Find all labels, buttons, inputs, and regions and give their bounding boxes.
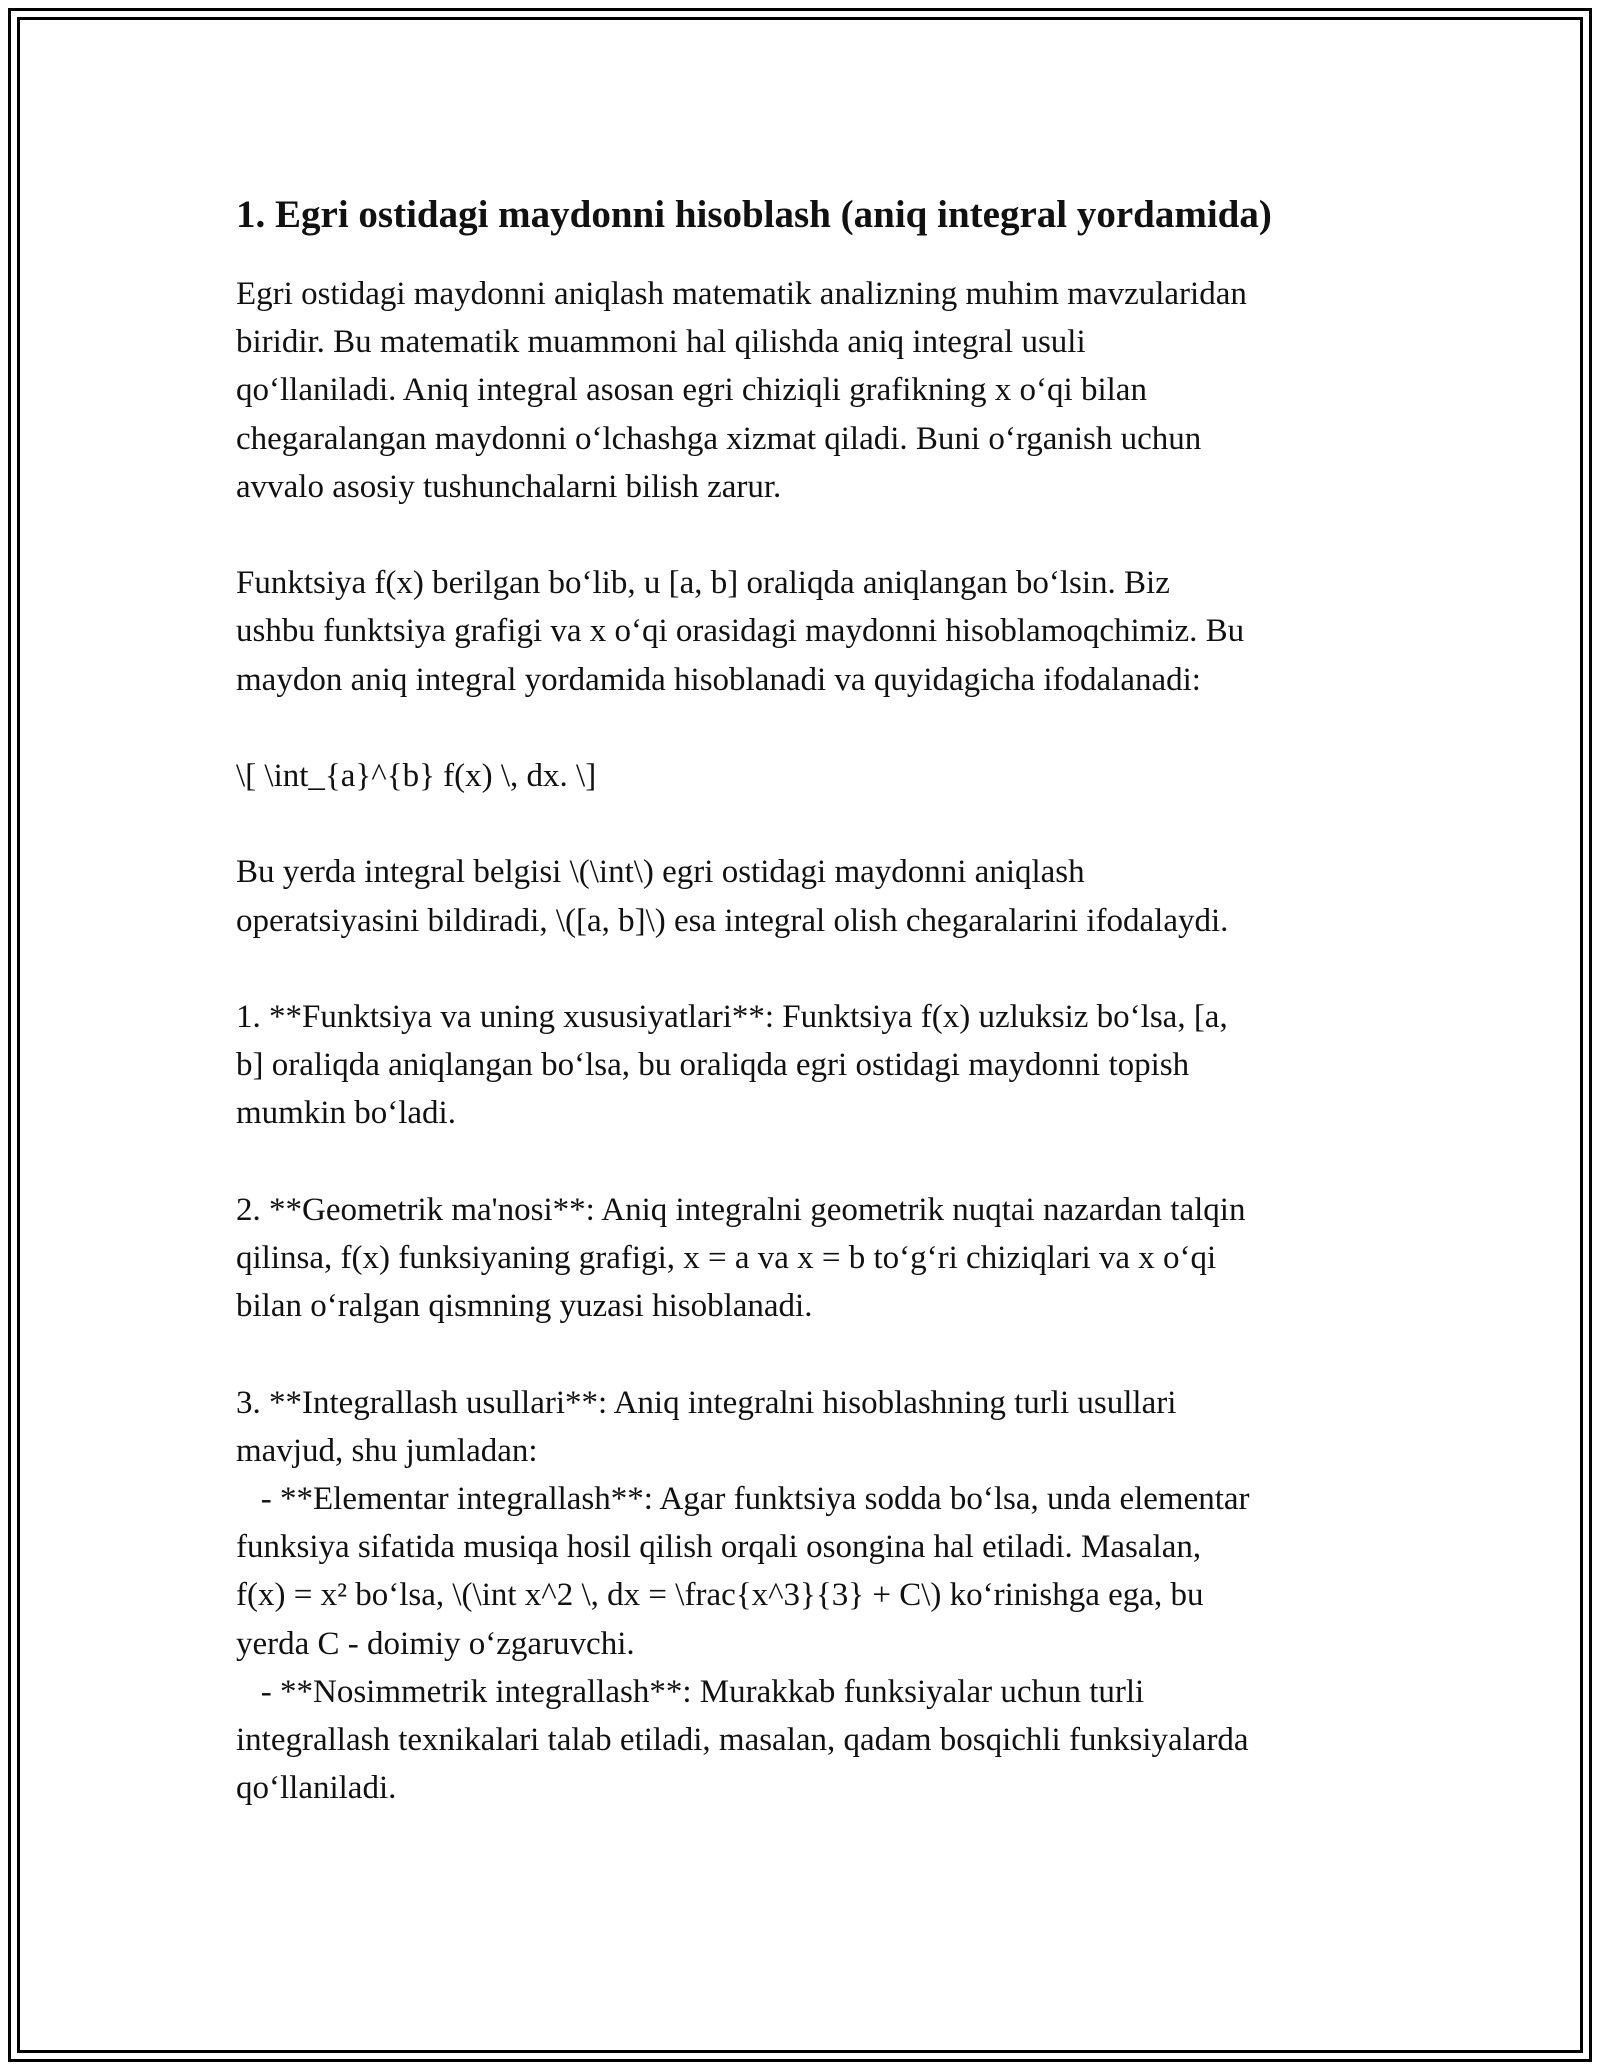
paragraph-gap: [236, 800, 1396, 848]
text-line: maydon aniq integral yordamida hisoblanadi va quyidagicha ifodalanadi:: [236, 661, 1201, 698]
text-line: operatsiyasini bildiradi, \([a, b]\) esa integral olish chegaralarini ifodalaydi.: [236, 902, 1229, 939]
text-line: bilan o‘ralgan qismning yuzasi hisoblanadi.: [236, 1288, 813, 1325]
text-line: Bu yerda integral belgisi \(\int\) egri ostidagi maydonni aniqlash: [236, 854, 1085, 891]
paragraph-gap: [236, 704, 1396, 752]
text-line: yerda C - doimiy o‘zgaruvchi.: [236, 1625, 635, 1662]
text-line: Egri ostidagi maydonni aniqlash matematik analizning muhim mavzularidan: [236, 276, 1247, 312]
text-line: avvalo asosiy tushunchalarni bilish zarur.: [236, 468, 782, 505]
text-line: integrallash texnikalari talab etiladi, masalan, qadam bosqichli funksiyalarda: [236, 1722, 1249, 1758]
text-line: f(x) = x² bo‘lsa, \(\int x^2 \, dx = \frac{x^3}{3} + C\) ko‘rinishga ega, bu: [236, 1577, 1204, 1614]
text-line: biridir. Bu matematik muammoni hal qilishda aniq integral usuli: [236, 324, 1086, 361]
text-line: - **Elementar integrallash**: Agar funktsiya sodda bo‘lsa, unda elementar: [236, 1480, 1250, 1517]
text-line: funksiya sifatida musiqa hosil qilish orqali osongina hal etiladi. Masalan,: [236, 1529, 1202, 1566]
paragraph-function-definition: [236, 559, 1396, 704]
text-line: qo‘llaniladi. Aniq integral asosan egri chiziqli grafikning x o‘qi bilan: [236, 372, 1147, 409]
paragraph-gap: [236, 1330, 1396, 1378]
text-line: chegaralangan maydonni o‘lchashga xizmat qiladi. Buni o‘rganish uchun: [236, 420, 1202, 457]
text-line: 3. **Integrallash usullari**: Aniq integralni hisoblashning turli usullari: [236, 1384, 1177, 1421]
paragraph-gap: [236, 945, 1396, 993]
text-line: - **Nosimmetrik integrallash**: Murakkab funksiyalar uchun turli: [236, 1673, 1145, 1710]
paragraph-integral-sign: [236, 848, 1396, 944]
text-line: qilinsa, f(x) funksiyaning grafigi, x = a va x = b to‘g‘ri chiziqlari va x o‘qi: [236, 1239, 1217, 1276]
text-line: b] oraliqda aniqlangan bo‘lsa, bu oraliqda egri ostidagi maydonni topish: [236, 1047, 1190, 1084]
paragraph-intro: [236, 270, 1396, 511]
list-item-geometric-meaning: [236, 1186, 1396, 1331]
list-item-integration-methods: [236, 1379, 1396, 1813]
formula-line: \[ \int_{a}^{b} f(x) \, dx. \]: [236, 758, 597, 794]
document-content: [236, 186, 1396, 1812]
formula-integral: [236, 752, 1396, 800]
list-item-function-properties: [236, 993, 1396, 1138]
text-line: qo‘llaniladi.: [236, 1770, 397, 1807]
text-line: mumkin bo‘ladi.: [236, 1095, 456, 1132]
text-line: ushbu funktsiya grafigi va x o‘qi orasidagi maydonni hisoblamoqchimiz. Bu: [236, 613, 1245, 650]
text-line: 2. **Geometrik ma'nosi**: Aniq integralni geometrik nuqtai nazardan talqin: [236, 1191, 1246, 1228]
paragraph-gap: [236, 1138, 1396, 1186]
paragraph-gap: [236, 511, 1396, 559]
section-title: 1. Egri ostidagi maydonni hisoblash (aniq integral yordamida): [236, 193, 1272, 236]
text-line: 1. **Funktsiya va uning xususiyatlari**: Funktsiya f(x) uzluksiz bo‘lsa, [a,: [236, 998, 1228, 1035]
text-line: Funktsiya f(x) berilgan bo‘lib, u [a, b] oraliqda aniqlangan bo‘lsin. Biz: [236, 565, 1170, 602]
text-line: mavjud, shu jumladan:: [236, 1432, 538, 1469]
